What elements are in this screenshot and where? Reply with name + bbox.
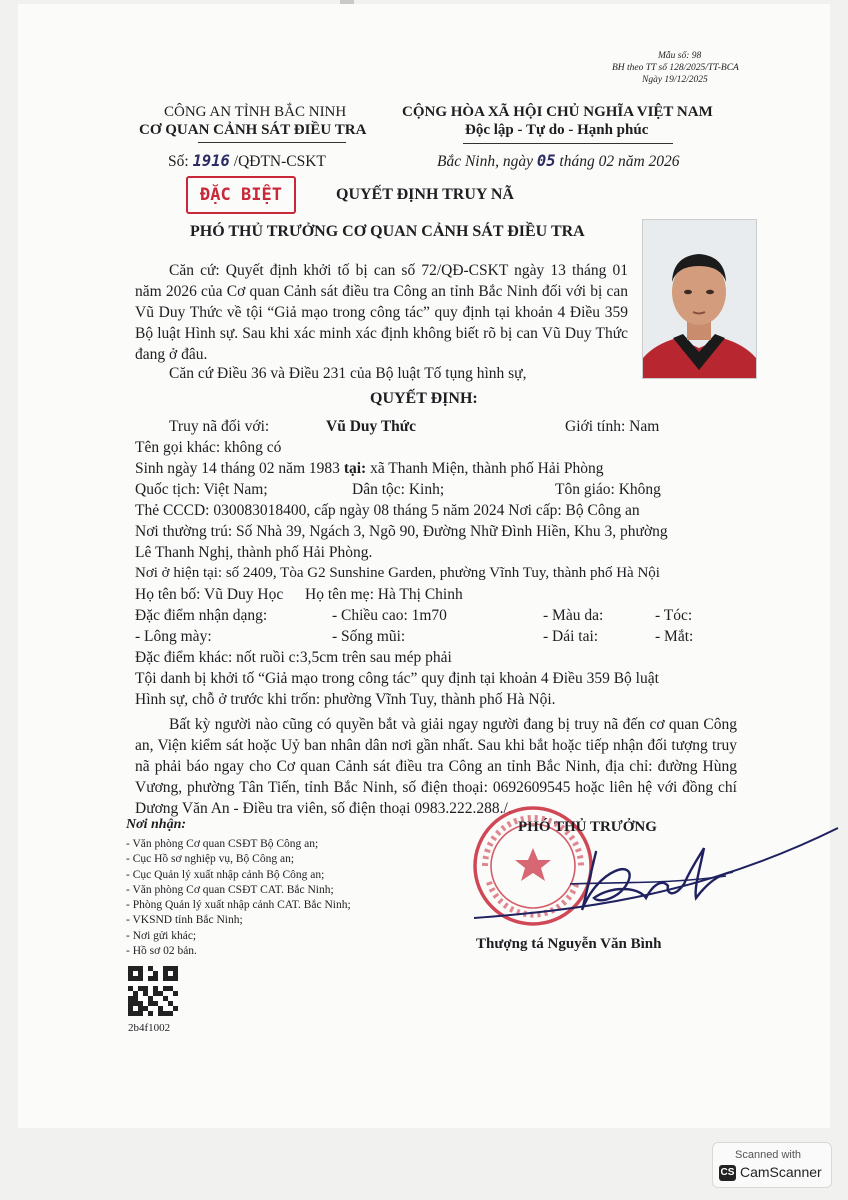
feature-other: Đặc điểm khác: nốt ruồi c:3,5cm trên sau mép phải: [135, 649, 452, 666]
suspect-residence-line1: Nơi thường trú: Số Nhà 39, Ngách 3, Ngõ 90, Đường Nhữ Đình Hiền, Khu 3, phường: [135, 523, 668, 540]
preamble-paragraph-1: Căn cứ: Quyết định khởi tố bị can số 72/QĐ-CSKT ngày 13 tháng 01 năm 2026 của Cơ quan Cảnh sát điều tra Công an tỉnh Bắc Ninh đối với bị can Vũ Duy Thức về tội “Giả mạo trong công tác” quy định tại khoản 4 Điều 359 Bộ luật Hình sự. Sau khi xác minh xác định không biết rõ bị can Vũ Duy Thức đang ở đâu.: [135, 262, 628, 363]
feature-hair: - Tóc:: [655, 607, 693, 624]
scan-artifact: [340, 0, 354, 4]
agency-line2: CƠ QUAN CẢNH SÁT ĐIỀU TRA: [139, 122, 367, 138]
recipient-item: - VKSND tỉnh Bắc Ninh;: [126, 914, 243, 927]
signatory-name: Thượng tá Nguyễn Văn Bình: [476, 936, 662, 952]
suspect-id-card: Thẻ CCCD: 030083018400, cấp ngày 08 tháng 5 năm 2024 Nơi cấp: Bộ Công an: [135, 502, 640, 519]
birth-place: xã Thanh Miện, thành phố Hải Phòng: [370, 460, 604, 477]
recipients-label: Nơi nhận:: [126, 817, 187, 832]
signatory-position: PHÓ THỦ TRƯỞNG: [518, 819, 657, 835]
recipient-item: - Phòng Quản lý xuất nhập cảnh CAT. Bắc Ninh;: [126, 899, 351, 912]
recipient-item: - Văn phòng Cơ quan CSĐT CAT. Bắc Ninh;: [126, 883, 334, 896]
suspect-ethnicity: Dân tộc: Kinh;: [352, 481, 445, 498]
features-label: Đặc điểm nhận dạng:: [135, 607, 268, 624]
decision-heading: QUYẾT ĐỊNH:: [370, 390, 478, 407]
suspect-current-address: Nơi ở hiện tại: số 2409, Tòa G2 Sunshine Garden, phường Vĩnh Tuy, thành phố Hà Nội: [135, 565, 660, 581]
state-line1: CỘNG HÒA XÃ HỘI CHỦ NGHĨA VIỆT NAM: [402, 104, 713, 120]
signature-scribble: [470, 824, 842, 924]
feature-ears: - Dái tai:: [543, 628, 599, 645]
suspect-photo: [642, 219, 757, 379]
feature-skin: - Màu da:: [543, 607, 604, 624]
state-underline: [463, 143, 673, 144]
portrait-image: [643, 220, 756, 378]
state-line2: Độc lập - Tự do - Hạnh phúc: [465, 122, 649, 138]
date-prefix: Bắc Ninh, ngày: [437, 153, 533, 170]
number-handwritten: 1916: [192, 152, 230, 170]
suspect-father: Họ tên bố: Vũ Duy Học: [135, 586, 284, 603]
camscanner-logo-icon: CS: [719, 1165, 736, 1181]
suspect-religion: Tôn giáo: Không: [555, 481, 661, 498]
date-handwritten: 05: [536, 152, 556, 170]
preamble-paragraph-2: Căn cứ Điều 36 và Điều 231 của Bộ luật Tố tụng hình sự,: [169, 365, 527, 382]
issue-date: [437, 152, 680, 171]
document-page: [18, 4, 830, 1128]
suspect-residence-line2: Lê Thanh Nghị, thành phố Hải Phòng.: [135, 544, 373, 561]
charge-line1: Tội danh bị khởi tố “Giả mạo trong công tác” quy định tại khoản 4 Điều 359 Bộ luật: [135, 670, 659, 687]
document-code: 2b4f1002: [128, 1022, 171, 1034]
recipient-item: - Văn phòng Cơ quan CSĐT Bộ Công an;: [126, 838, 319, 850]
suspect-gender: Giới tính: Nam: [565, 418, 660, 435]
recipient-item: - Hồ sơ 02 bản.: [126, 945, 197, 958]
form-code-line3: Ngày 19/12/2025: [642, 75, 708, 85]
camscanner-badge: [712, 1142, 832, 1188]
feature-height: - Chiều cao: 1m70: [332, 607, 447, 624]
scanner-caption: Scanned with: [735, 1149, 802, 1161]
special-stamp: ĐẶC BIỆT: [186, 176, 296, 214]
instruction-paragraph: Bất kỳ người nào cũng có quyền bắt và giải ngay người đang bị truy nã đến cơ quan Công an, Viện kiểm sát hoặc Uỷ ban nhân dân nơi gần nhất. Sau khi bắt hoặc tiếp nhận đối tượng truy nã phải báo ngay cho Cơ quan Cảnh sát điều tra Công an tỉnh Bắc Ninh, địa chỉ: đường Hùng Vương, phường Tân Tiến, tỉnh Bắc Ninh, số điện thoại: 0692609545 hoặc liên hệ với đồng chí Dương Văn An - Điều tra viên, số điện thoại 0983.222.288./.: [135, 716, 737, 817]
suspect-name: Vũ Duy Thức: [326, 418, 416, 435]
charge-line2: Hình sự, chỗ ở trước khi trốn: phường Vĩnh Tuy, thành phố Hà Nội.: [135, 691, 556, 708]
qr-code: [128, 966, 178, 1016]
issuer-title: PHÓ THỦ TRƯỞNG CƠ QUAN CẢNH SÁT ĐIỀU TRA: [190, 223, 585, 240]
recipient-item: - Cục Hồ sơ nghiệp vụ, Bộ Công an;: [126, 853, 295, 866]
recipients-list: [126, 837, 351, 959]
form-code-line1: Mẫu số: 98: [658, 51, 702, 61]
agency-line1: CÔNG AN TỈNH BẮC NINH: [164, 104, 347, 120]
feature-nose: - Sống mũi:: [332, 628, 406, 645]
wanted-label: Truy nã đối với:: [169, 418, 270, 435]
feature-eyebrows: - Lông mày:: [135, 628, 212, 645]
number-prefix: Số:: [168, 153, 189, 170]
scanner-brand: CamScanner: [740, 1164, 822, 1180]
number-suffix: /QĐTN-CSKT: [233, 153, 326, 170]
suspect-nationality: Quốc tịch: Việt Nam;: [135, 481, 268, 498]
suspect-birth: [135, 460, 604, 478]
form-code-line2: BH theo TT số 128/2025/TT-BCA: [612, 63, 739, 73]
suspect-alias: Tên gọi khác: không có: [135, 439, 282, 456]
recipient-item: - Cục Quản lý xuất nhập cảnh Bộ Công an;: [126, 868, 325, 881]
agency-underline: [198, 142, 346, 143]
date-suffix: tháng 02 năm 2026: [559, 153, 680, 170]
document-title: QUYẾT ĐỊNH TRUY NÃ: [336, 186, 514, 203]
suspect-mother: Họ tên mẹ: Hà Thị Chinh: [305, 586, 463, 603]
recipient-item: - Nơi gửi khác;: [126, 929, 197, 942]
birth-place-label: tại:: [343, 460, 367, 477]
feature-eyes: - Mắt:: [655, 628, 694, 645]
birth-date: Sinh ngày 14 tháng 02 năm 1983: [135, 460, 340, 477]
document-number: [168, 152, 326, 171]
